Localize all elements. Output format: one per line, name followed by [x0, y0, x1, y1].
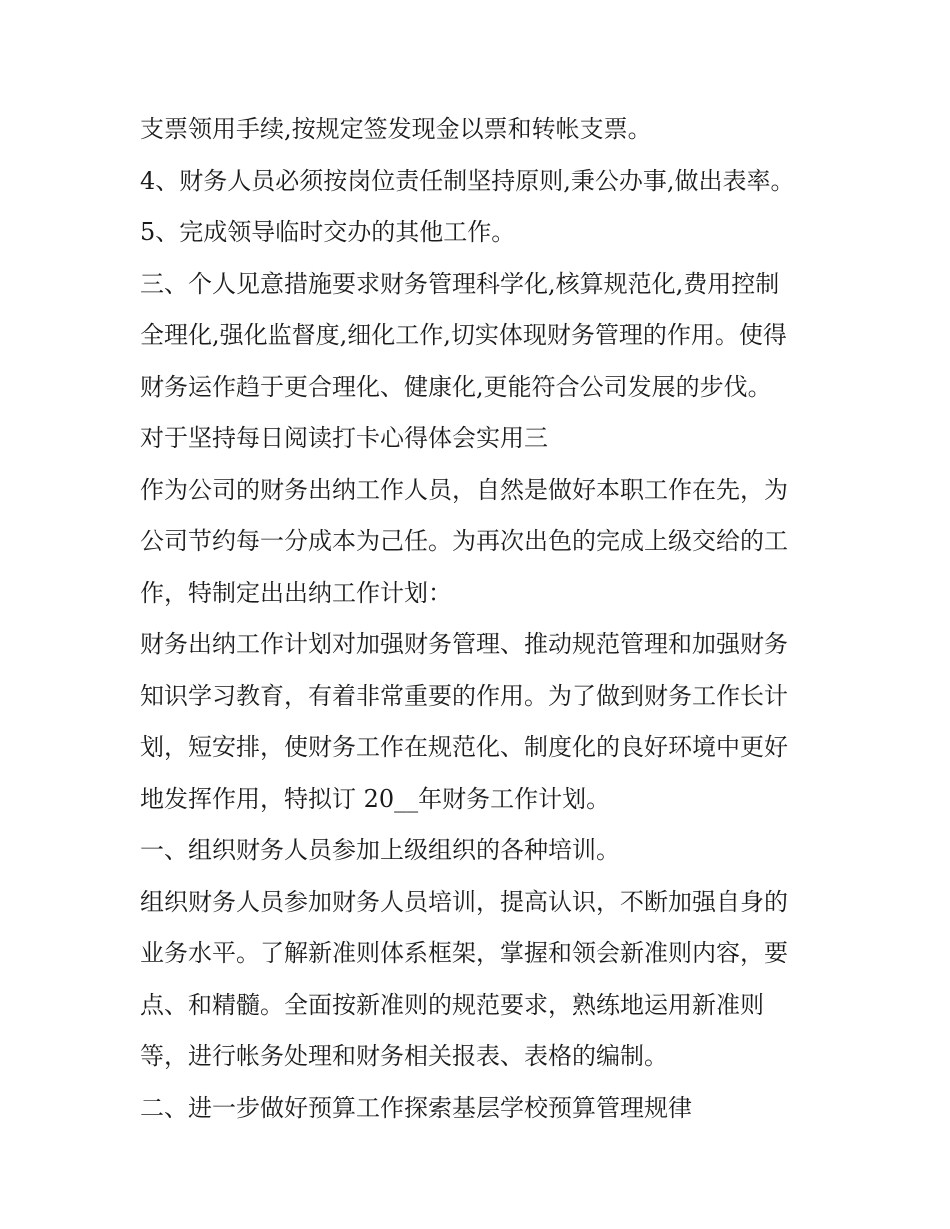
- text-line-17: 业务水平。了解新准则体系框架，掌握和领会新准则内容，要: [140, 939, 788, 967]
- text-line-16: 组织财务人员参加财务人员培训，提高认识，不断加强自身的: [140, 887, 788, 916]
- text-line-6: 财务运作趋于更合理化、健康化,更能符合公司发展的步伐。: [140, 372, 772, 401]
- text-line-8: 作为公司的财务出纳工作人员，自然是做好本职工作在先，为: [140, 475, 788, 504]
- text-line-5: 全理化,强化监督度,细化工作,切实体现财务管理的作用。使得: [140, 321, 787, 349]
- text-line-2: 4、财务人员必须按岗位责任制坚持原则,秉公办事,做出表率。: [140, 166, 795, 195]
- text-line-15: 一、组织财务人员参加上级组织的各种培训。: [140, 836, 620, 864]
- text-line-4: 三、个人见意措施要求财务管理科学化,核算规范化,费用控制: [140, 269, 780, 298]
- section-heading: 对于坚持每日阅读打卡心得体会实用三: [140, 424, 548, 452]
- document-body: [140, 104, 830, 1134]
- text-line-20: 二、进一步做好预算工作探索基层学校预算管理规律: [140, 1093, 692, 1122]
- text-line-12: 知识学习教育，有着非常重要的作用。为了做到财务工作长计: [140, 681, 788, 710]
- text-line-9: 公司节约每一分成本为己任。为再次出色的完成上级交给的工: [140, 527, 788, 555]
- text-line-14: 地发挥作用，特拟订 20__年财务工作计划。: [140, 784, 611, 813]
- text-line-1: 支票领用手续,按规定签发现金以票和转帐支票。: [140, 115, 652, 143]
- text-line-18: 点、和精髓。全面按新准则的规范要求，熟练地运用新准则: [140, 990, 764, 1019]
- text-line-3: 5、完成领导临时交办的其他工作。: [140, 218, 516, 246]
- text-line-13: 划，短安排，使财务工作在规范化、制度化的良好环境中更好: [140, 733, 788, 761]
- text-line-10: 作，特制定出出纳工作计划：: [140, 578, 452, 607]
- text-line-19: 等，进行帐务处理和财务相关报表、表格的编制。: [140, 1042, 668, 1070]
- text-line-11: 财务出纳工作计划对加强财务管理、推动规范管理和加强财务: [140, 630, 788, 658]
